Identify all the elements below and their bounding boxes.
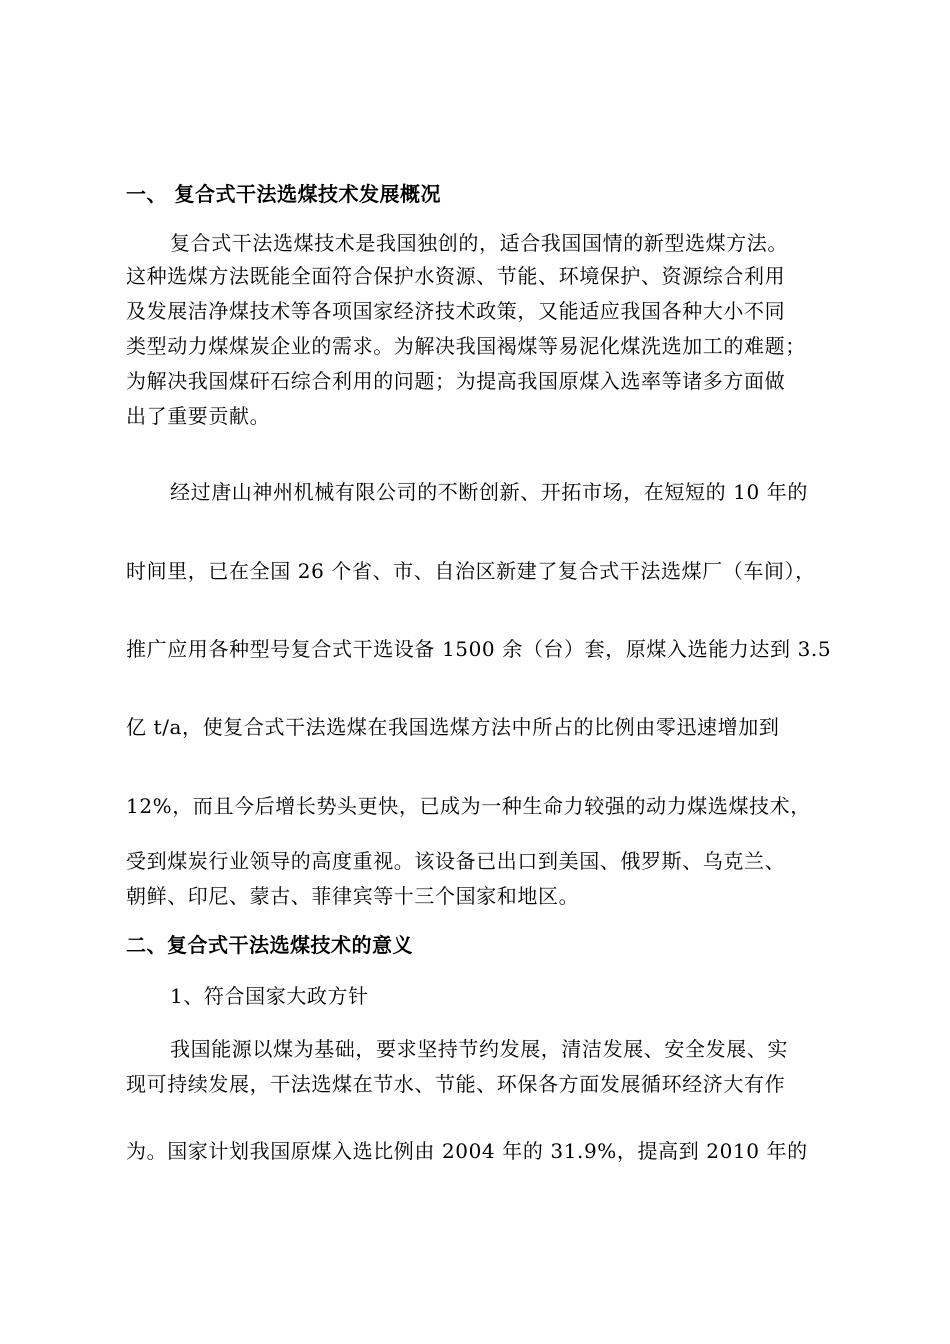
paragraph-line: 这种选煤方法既能全面符合保护水资源、节能、环境保护、资源综合利用 (126, 264, 786, 288)
paragraph-line: 现可持续发展，干法选煤在节水、节能、环保各方面发展循环经济大有作 (126, 1072, 786, 1096)
paragraph-line: 12%，而且今后增长势头更快，已成为一种生命力较强的动力煤选煤技术， (126, 794, 811, 818)
paragraph-line: 亿 t/a，使复合式干法选煤在我国选煤方法中所占的比例由零迅速增加到 (126, 715, 780, 739)
paragraph-line: 类型动力煤煤炭企业的需求。为解决我国褐煤等易泥化煤洗选加工的难题； (126, 334, 806, 358)
paragraph-line: 我国能源以煤为基础，要求坚持节约发展，清洁发展、安全发展、实 (170, 1037, 788, 1061)
subheading: 1、符合国家大政方针 (170, 984, 369, 1008)
section-2-heading: 二、复合式干法选煤技术的意义 (126, 933, 413, 957)
paragraph-line: 为。国家计划我国原煤入选比例由 2004 年的 31.9%，提高到 2010 年的 (126, 1139, 808, 1163)
paragraph-line: 复合式干法选煤技术是我国独创的，适合我国国情的新型选煤方法。 (170, 231, 788, 255)
paragraph-line: 及发展洁净煤技术等各项国家经济技术政策，又能适应我国各种大小不同 (126, 299, 786, 323)
paragraph-line: 出了重要贡献。 (126, 404, 271, 428)
paragraph-line: 受到煤炭行业领导的高度重视。该设备已出口到美国、俄罗斯、乌克兰、 (126, 849, 786, 873)
paragraph-line: 推广应用各种型号复合式干选设备 1500 余（台）套，原煤入选能力达到 3.5 (126, 637, 832, 661)
paragraph-line: 时间里，已在全国 26 个省、市、自治区新建了复合式干法选煤厂（车间）， (126, 559, 816, 583)
paragraph-line: 为解决我国煤矸石综合利用的问题；为提高我国原煤入选率等诸多方面做 (126, 369, 786, 393)
paragraph-line: 经过唐山神州机械有限公司的不断创新、开拓市场，在短短的 10 年的 (170, 480, 808, 504)
section-1-heading: 一、 复合式干法选煤技术发展概况 (126, 182, 441, 206)
paragraph-line: 朝鲜、印尼、蒙古、菲律宾等十三个国家和地区。 (126, 884, 580, 908)
